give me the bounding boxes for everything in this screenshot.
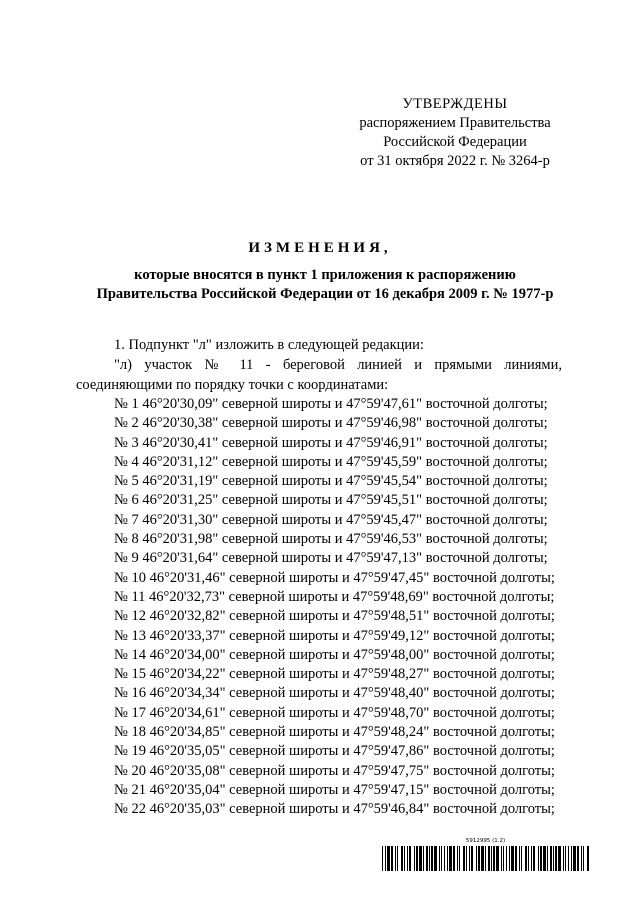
coordinate-item: № 10 46°20'31,46" северной широты и 47°59'47,45" восточной долготы; — [114, 569, 555, 586]
barcode-bar — [459, 846, 460, 871]
barcode-bar — [481, 846, 484, 871]
approval-block — [330, 95, 580, 171]
barcode-bar — [531, 846, 532, 871]
barcode-bar — [506, 846, 507, 871]
barcode-bar — [519, 846, 520, 871]
barcode-bar — [391, 846, 393, 871]
barcode-bar — [382, 846, 383, 871]
barcode-bar — [419, 846, 422, 871]
barcode-bar — [471, 846, 473, 871]
coordinate-item: № 13 46°20'33,37" северной широты и 47°59'49,12" восточной долготы; — [114, 627, 555, 644]
barcode-bar — [416, 846, 418, 871]
barcode-bar — [543, 846, 546, 871]
approval-line: распоряжением Правительства — [359, 115, 551, 131]
barcode-bar — [568, 846, 569, 871]
coordinate-item: № 6 46°20'31,25" северной широты и 47°59'45,51" восточной долготы; — [114, 492, 548, 509]
barcode-bar — [511, 846, 514, 871]
barcode-bar — [491, 846, 492, 871]
barcode-bar — [528, 846, 529, 871]
barcode-bar — [533, 846, 535, 871]
paragraph-2-continuation: соединяющими по порядку точки с координатами: — [76, 377, 389, 393]
barcode-bar — [540, 846, 542, 871]
barcode-bar — [577, 846, 579, 871]
barcode-bar — [395, 846, 396, 871]
barcode-bar — [387, 846, 390, 871]
barcode-bar — [503, 846, 504, 871]
barcode-bar — [457, 846, 458, 871]
coordinate-item: № 19 46°20'35,05" северной широты и 47°59'47,86" восточной долготы; — [114, 743, 555, 760]
coordinate-item: № 12 46°20'32,82" северной широты и 47°59'48,51" восточной долготы; — [114, 608, 555, 625]
barcode-bar — [547, 846, 548, 871]
paragraph-2-first-line: "л) участок № 11 - береговой линией и прямыми линиями, — [114, 357, 562, 373]
approval-line: Российской Федерации — [383, 134, 527, 150]
barcode-bar — [447, 846, 448, 871]
barcode-bar — [493, 846, 495, 871]
barcode-bar — [583, 846, 584, 871]
approval-date-number: от 31 октября 2022 г. № 3264-р — [360, 153, 550, 169]
barcode-block — [382, 838, 589, 872]
barcode-bar — [571, 846, 572, 871]
coordinate-item: № 17 46°20'34,61" северной широты и 47°59'48,70" восточной долготы; — [114, 704, 555, 721]
paragraph-1: 1. Подпункт "л" изложить в следующей редакции: — [114, 337, 424, 353]
barcode-bar — [581, 846, 582, 871]
barcode-bar — [426, 846, 428, 871]
barcode-bar — [496, 846, 499, 871]
barcode-bar — [453, 846, 455, 871]
barcode-bar — [429, 846, 430, 871]
subtitle-line: Правительства Российской Федерации от 16 декабря 2009 г. № 1977-р — [96, 286, 554, 302]
barcode-bar — [478, 846, 480, 871]
barcode-bar — [565, 846, 566, 871]
barcode-bar — [558, 846, 561, 871]
barcode-bar — [449, 846, 452, 871]
barcode-bar — [441, 846, 442, 871]
barcode-bar — [397, 846, 398, 871]
coordinate-item: № 21 46°20'35,04" северной широты и 47°59'47,15" восточной долготы; — [114, 781, 555, 798]
coordinate-item: № 20 46°20'35,08" северной широты и 47°59'47,75" восточной долготы; — [114, 762, 555, 779]
coordinate-item: № 1 46°20'30,09" северной широты и 47°59'47,61" восточной долготы; — [114, 396, 548, 412]
barcode-image — [382, 846, 589, 871]
coordinate-item: № 14 46°20'34,00" северной широты и 47°59'48,00" восточной долготы; — [114, 646, 555, 663]
barcode-bar — [444, 846, 445, 871]
barcode-bar — [485, 846, 486, 871]
barcode-bar — [521, 846, 522, 871]
barcode-bar — [587, 846, 589, 871]
barcode-bar — [385, 846, 386, 871]
barcode-bar — [573, 846, 576, 871]
barcode-bar — [407, 846, 408, 871]
coordinate-item: № 4 46°20'31,12" северной широты и 47°59'45,59" восточной долготы; — [114, 453, 548, 470]
coordinate-item: № 5 46°20'31,19" северной широты и 47°59'45,54" восточной долготы; — [114, 473, 548, 490]
coordinate-item: № 11 46°20'32,73" северной широты и 47°59'48,69" восточной долготы; — [114, 588, 555, 605]
coordinate-item: № 2 46°20'30,38" северной широты и 47°59'46,98" восточной долготы; — [114, 415, 548, 432]
coordinate-item: № 16 46°20'34,34" северной широты и 47°59'48,40" восточной долготы; — [114, 685, 555, 702]
subtitle-line: которые вносятся в пункт 1 приложения к распоряжению — [134, 267, 516, 283]
barcode-bar — [431, 846, 433, 871]
barcode-bar — [525, 846, 527, 871]
barcode-bar — [563, 846, 564, 871]
document-title: ИЗМЕНЕНИЯ, — [248, 240, 392, 256]
barcode-bar — [555, 846, 557, 871]
document-body — [76, 335, 562, 820]
barcode-bar — [469, 846, 470, 871]
barcode-bar — [409, 846, 411, 871]
barcode-bar — [501, 846, 502, 871]
barcode-bar — [550, 846, 552, 871]
barcode-bar — [509, 846, 510, 871]
coordinate-item: № 15 46°20'34,22" северной широты и 47°59'48,27" восточной долготы; — [114, 666, 555, 683]
coordinate-item: № 22 46°20'35,03" северной широты и 47°59'46,84" восточной долготы; — [114, 801, 555, 818]
barcode-bar — [439, 846, 440, 871]
barcode-bar — [423, 846, 424, 871]
barcode-bar — [404, 846, 405, 871]
barcode-label: 5912995 (1.2) — [465, 838, 506, 844]
barcode-bar — [538, 846, 539, 871]
document-subtitle — [60, 266, 590, 304]
barcode-bar — [401, 846, 403, 871]
coordinate-list — [76, 395, 562, 820]
coordinate-item: № 3 46°20'30,41" северной широты и 47°59'46,91" восточной долготы; — [114, 434, 548, 451]
barcode-bar — [553, 846, 554, 871]
barcode-bar — [414, 846, 415, 871]
barcode-bar — [515, 846, 517, 871]
barcode-bar — [434, 846, 437, 871]
coordinate-item: № 18 46°20'34,85" северной широты и 47°59'48,24" восточной долготы; — [114, 724, 555, 741]
barcode-bar — [463, 846, 465, 871]
coordinate-item: № 9 46°20'31,64" северной широты и 47°59'47,13" восточной долготы; — [114, 550, 548, 567]
barcode-bar — [488, 846, 490, 871]
coordinate-item: № 8 46°20'31,98" северной широты и 47°59'46,53" восточной долготы; — [114, 531, 548, 548]
barcode-bar — [476, 846, 477, 871]
approval-heading: УТВЕРЖДЕНЫ — [402, 96, 508, 112]
coordinate-item: № 7 46°20'31,30" северной широты и 47°59'45,47" восточной долготы; — [114, 511, 548, 528]
barcode-bar — [466, 846, 467, 871]
